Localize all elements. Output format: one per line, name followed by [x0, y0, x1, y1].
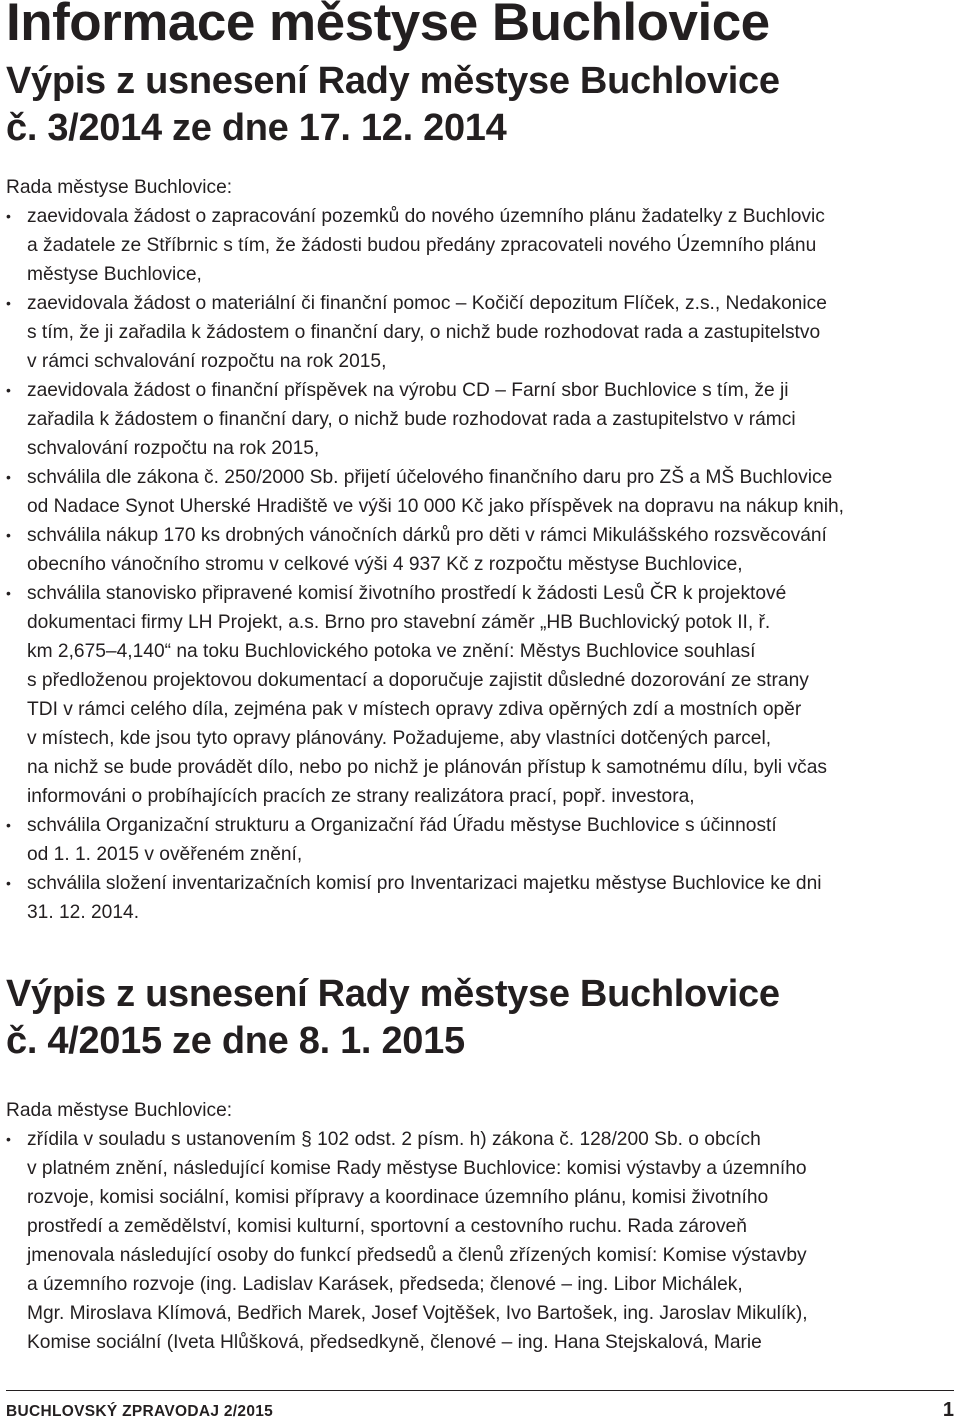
- bullet-icon: •: [6, 817, 11, 833]
- item-line: Komise sociální (Iveta Hlůšková, předsedkyně, členové – ing. Hana Stejskalová, Marie: [27, 1332, 762, 1353]
- item-line: prostředí a zemědělství, komisi kulturní, sportovní a cestovního ruchu. Rada zároveň: [27, 1216, 747, 1237]
- section-1-title-line: Výpis z usnesení Rady městyse Buchlovice: [6, 60, 780, 102]
- item-line: zaevidovala žádost o zapracování pozemků do nového územního plánu žadatelky z Buchlovic: [27, 206, 825, 227]
- item-line: rozvoje, komisi sociální, komisi přípravy a koordinace územního plánu, komisi životního: [27, 1187, 769, 1208]
- bullet-icon: •: [6, 208, 11, 224]
- footer-divider: [6, 1390, 954, 1391]
- section-1-intro: Rada městyse Buchlovice:: [6, 177, 233, 198]
- resolution-item: [6, 579, 956, 811]
- resolution-item: [6, 289, 956, 376]
- bullet-icon: •: [6, 382, 11, 398]
- item-line: TDI v rámci celého díla, zejména pak v místech opravy zdiva opěrných zdí a mostních opěr: [27, 699, 802, 720]
- item-line: zaevidovala žádost o finanční příspěvek na výrobu CD – Farní sbor Buchlovice s tím, že ji: [27, 380, 789, 401]
- masthead-title: Informace městyse Buchlovice: [6, 0, 770, 52]
- section-2-title-line: Výpis z usnesení Rady městyse Buchlovice: [6, 973, 780, 1015]
- item-line: s tím, že ji zařadila k žádostem o finanční dary, o nichž bude rozhodovat rada a zastupitelstvo: [27, 322, 821, 343]
- bullet-icon: •: [6, 469, 11, 485]
- item-line: informováni o probíhajících pracích ze strany realizátora prací, popř. investora,: [27, 786, 695, 807]
- footer-publication: BUCHLOVSKÝ ZPRAVODAJ 2/2015: [6, 1403, 274, 1420]
- resolution-item: [6, 811, 956, 869]
- page-number: 1: [942, 1399, 954, 1421]
- item-line: a územního rozvoje (ing. Ladislav Karásek, předseda; členové – ing. Libor Michálek,: [27, 1274, 743, 1295]
- item-line: v místech, kde jsou tyto opravy plánovány. Požadujeme, aby vlastníci dotčených parcel,: [27, 728, 772, 749]
- item-line: Mgr. Miroslava Klímová, Bedřich Marek, Josef Vojtěšek, Ivo Bartošek, ing. Jaroslav Mikulík),: [27, 1303, 808, 1324]
- resolution-item: [6, 202, 956, 289]
- item-line: schválila dle zákona č. 250/2000 Sb. přijetí účelového finančního daru pro ZŠ a MŠ Buchlovice: [27, 467, 833, 488]
- bullet-icon: •: [6, 875, 11, 891]
- item-line: zařadila k žádostem o finanční dary, o nichž bude rozhodovat rada a zastupitelstvo v rámci: [27, 409, 796, 430]
- resolution-item: [6, 1125, 956, 1357]
- section-2-resolution-list: [6, 1125, 956, 1357]
- bullet-icon: •: [6, 1131, 11, 1147]
- item-line: schválila Organizační strukturu a Organizační řád Úřadu městyse Buchlovice s účinností: [27, 815, 777, 836]
- item-line: v rámci schvalování rozpočtu na rok 2015,: [27, 351, 387, 372]
- item-line: od 1. 1. 2015 v ověřeném znění,: [27, 844, 303, 865]
- section-1-title: [6, 58, 780, 152]
- item-line: schválila stanovisko připravené komisí životního prostředí k žádosti Lesů ČR k projektové: [27, 583, 787, 604]
- item-line: zřídila v souladu s ustanovením § 102 odst. 2 písm. h) zákona č. 128/200 Sb. o obcích: [27, 1129, 761, 1150]
- section-2-title: [6, 971, 780, 1065]
- resolution-item: [6, 376, 956, 463]
- item-line: v platném znění, následující komise Rady městyse Buchlovice: komisi výstavby a územního: [27, 1158, 807, 1179]
- resolution-item: [6, 463, 956, 521]
- item-line: městyse Buchlovice,: [27, 264, 202, 285]
- item-line: km 2,675–4,140“ na toku Buchlovického potoka ve znění: Městys Buchlovice souhlasí: [27, 641, 756, 662]
- item-line: na nichž se bude provádět dílo, nebo po nichž je plánován přístup k samotnému dílu, byli včas: [27, 757, 827, 778]
- item-line: a žadatele ze Stříbrnic s tím, že žádosti budou předány zpracovateli nového Územního plánu: [27, 235, 817, 256]
- item-line: 31. 12. 2014.: [27, 902, 140, 923]
- item-line: jmenovala následující osoby do funkcí předsedů a členů zřízených komisí: Komise výstavby: [27, 1245, 807, 1266]
- section-2-title-line: č. 4/2015 ze dne 8. 1. 2015: [6, 1020, 465, 1062]
- section-1-title-line: č. 3/2014 ze dne 17. 12. 2014: [6, 107, 507, 149]
- item-line: od Nadace Synot Uherské Hradiště ve výši 10 000 Kč jako příspěvek na dopravu na nákup knih,: [27, 496, 845, 517]
- resolution-item: [6, 521, 956, 579]
- item-line: dokumentaci firmy LH Projekt, a.s. Brno pro stavební záměr „HB Buchlovický potok II, ř.: [27, 612, 771, 633]
- bullet-icon: •: [6, 585, 11, 601]
- item-line: schvalování rozpočtu na rok 2015,: [27, 438, 320, 459]
- item-line: schválila nákup 170 ks drobných vánočních dárků pro děti v rámci Mikulášského rozsvěcování: [27, 525, 827, 546]
- item-line: schválila složení inventarizačních komisí pro Inventarizaci majetku městyse Buchlovice ke dni: [27, 873, 822, 894]
- item-line: s předloženou projektovou dokumentací a doporučuje zajistit důsledné dozorování ze strany: [27, 670, 809, 691]
- bullet-icon: •: [6, 295, 11, 311]
- resolution-item: [6, 869, 956, 927]
- item-line: zaevidovala žádost o materiální či finanční pomoc – Kočičí depozitum Flíček, z.s., Nedakonice: [27, 293, 827, 314]
- bullet-icon: •: [6, 527, 11, 543]
- section-2-intro: Rada městyse Buchlovice:: [6, 1100, 233, 1121]
- item-line: obecního vánočního stromu v celkové výši 4 937 Kč z rozpočtu městyse Buchlovice,: [27, 554, 743, 575]
- section-1-resolution-list: [6, 202, 956, 927]
